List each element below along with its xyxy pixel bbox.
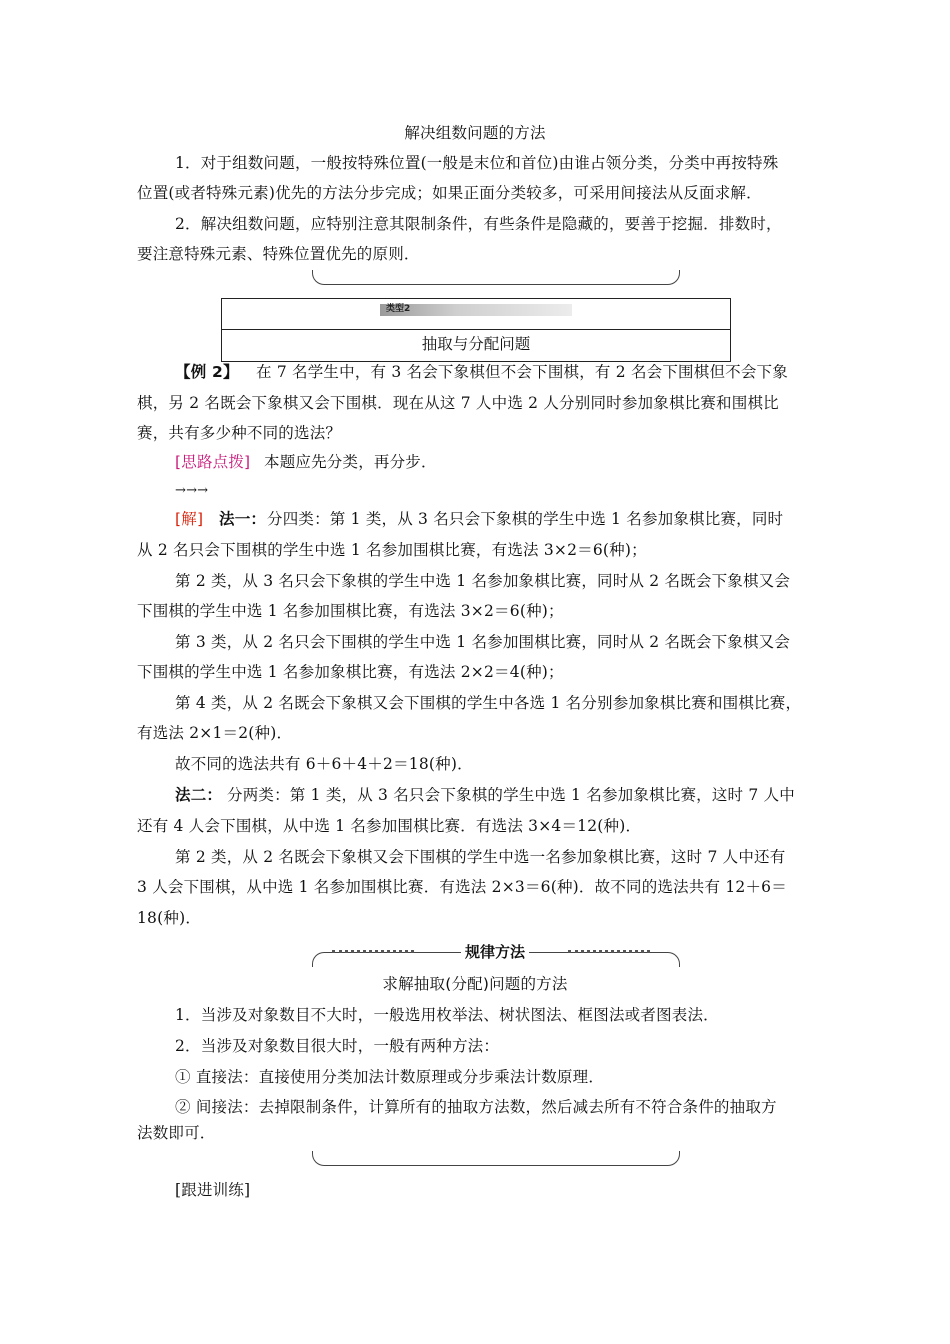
rule-bottom-brace xyxy=(312,1151,680,1166)
solution-line: 下围棋的学生中选 1 名参加象棋比赛，有选法 2×2＝4(种)； xyxy=(137,663,564,681)
solution-line: 下围棋的学生中选 1 名参加围棋比赛，有选法 3×2＝6(种)； xyxy=(137,602,564,620)
paragraph-line: 1．对于组数问题，一般按特殊位置(一般是末位和首位)由谁占领分类，分类中再按特殊 xyxy=(175,154,779,172)
method-two-label: 法二： xyxy=(175,786,223,804)
type-band xyxy=(222,299,730,330)
rule-line: ① 直接法：直接使用分类加法计数原理或分步乘法计数原理． xyxy=(175,1068,605,1086)
arrows-diagram: →→→ xyxy=(175,483,209,498)
rule-header xyxy=(312,941,678,965)
solution-total: 故不同的选法共有 6＋6＋4＋2＝18(种)． xyxy=(175,755,473,773)
rule-title: 求解抽取(分配)问题的方法 xyxy=(382,975,568,993)
solution-line: 18(种)． xyxy=(137,909,202,927)
solution-label: [解] xyxy=(175,510,204,528)
rule-line: 2．当涉及对象数目很大时，一般有两种方法： xyxy=(175,1037,500,1055)
hint-label: [思路点拨] xyxy=(175,453,251,471)
solution-line: 有选法 2×1＝2(种)． xyxy=(137,724,293,742)
solution-line: 第 4 类，从 2 名既会下象棋又会下围棋的学生中各选 1 名分别参加象棋比赛和围棋比赛， xyxy=(175,694,802,712)
type-tag xyxy=(380,304,572,316)
solution-line: 分四类：第 1 类，从 3 名只会下象棋的学生中选 1 名参加象棋比赛，同时 xyxy=(267,510,784,528)
rule-header-label xyxy=(312,942,678,962)
section-bottom-brace xyxy=(312,270,680,285)
section-title: 解决组数问题的方法 xyxy=(404,124,546,142)
example-label: 【例 2】 xyxy=(175,363,239,381)
rule-line: 法数即可． xyxy=(137,1124,216,1142)
example-line: 棋，另 2 名既会下象棋又会下围棋．现在从这 7 人中选 2 人分别同时参加象棋比赛和围棋比 xyxy=(137,394,779,412)
paragraph-line: 2．解决组数问题，应特别注意其限制条件，有些条件是隐藏的，要善于挖掘．排数时， xyxy=(175,215,782,233)
solution-line: 从 2 名只会下围棋的学生中选 1 名参加围棋比赛，有选法 3×2＝6(种)； xyxy=(137,541,647,559)
type-tag-label: 类型2 xyxy=(386,304,411,314)
follow-up-label: [跟进训练] xyxy=(175,1181,251,1199)
rule-line: ② 间接法：去掉限制条件，计算所有的抽取方法数，然后减去所有不符合条件的抽取方 xyxy=(175,1098,777,1116)
rule-header-text: 规律方法 xyxy=(461,943,529,961)
type-title: 抽取与分配问题 xyxy=(421,335,531,353)
example-line: 在 7 名学生中，有 3 名会下象棋但不会下围棋，有 2 名会下围棋但不会下象 xyxy=(256,363,788,381)
example-line: 赛，共有多少种不同的选法？ xyxy=(137,424,342,442)
solution-line: 还有 4 人会下围棋，从中选 1 名参加围棋比赛．有选法 3×4＝12(种)． xyxy=(137,817,642,835)
solution-line: 分两类：第 1 类，从 3 名只会下象棋的学生中选 1 名参加象棋比赛，这时 7 人中 xyxy=(227,786,795,804)
paragraph-line: 要注意特殊元素、特殊位置优先的原则． xyxy=(137,245,420,263)
method-one-label: 法一： xyxy=(219,510,267,528)
solution-line: 3 人会下围棋，从中选 1 名参加围棋比赛．有选法 2×3＝6(种)．故不同的选法共有 12＋6＝ xyxy=(137,878,787,896)
solution-line: 第 2 类，从 2 名既会下象棋又会下围棋的学生中选一名参加象棋比赛，这时 7 人中还有 xyxy=(175,848,786,866)
paragraph-line: 位置(或者特殊元素)优先的方法分步完成；如果正面分类较多，可采用间接法从反面求解． xyxy=(137,184,762,202)
type-header-box xyxy=(221,298,731,362)
hint-text: 本题应先分类，再分步． xyxy=(264,453,437,471)
solution-line: 第 3 类，从 2 名只会下围棋的学生中选 1 名参加围棋比赛，同时从 2 名既会下象棋又会 xyxy=(175,633,791,651)
rule-line: 1．当涉及对象数目不大时，一般选用枚举法、树状图法、框图法或者图表法． xyxy=(175,1006,719,1024)
solution-line: 第 2 类，从 3 名只会下象棋的学生中选 1 名参加象棋比赛，同时从 2 名既会下象棋又会 xyxy=(175,572,791,590)
